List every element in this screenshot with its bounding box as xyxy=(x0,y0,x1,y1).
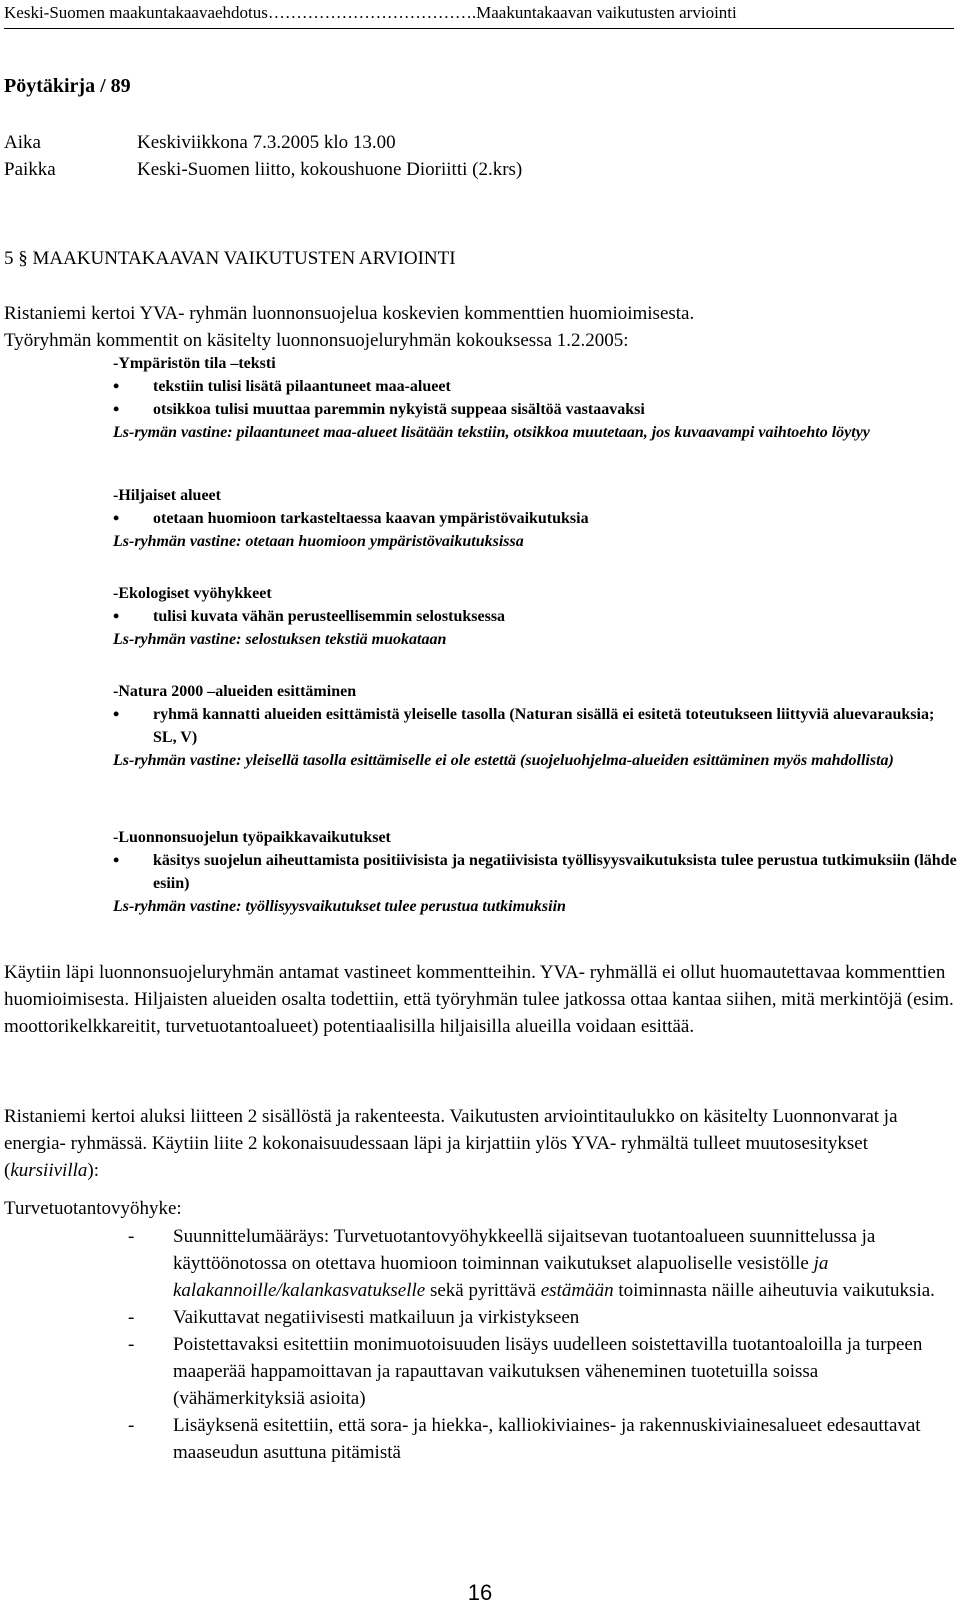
section-heading: 5 § MAAKUNTAKAAVAN VAIKUTUSTEN ARVIOINTI xyxy=(4,248,456,269)
topic-response: Ls-ryhmän vastine: työllisyysvaikutukset tulee perustua tutkimuksiin xyxy=(113,898,566,915)
topic-block xyxy=(113,484,958,553)
topic-block xyxy=(113,582,958,651)
list-item xyxy=(128,1412,954,1466)
topic-bullet: • tekstiin tulisi lisätä pilaantuneet maa-alueet xyxy=(113,375,958,398)
topic-block xyxy=(113,826,958,918)
intro-line: Työryhmän kommentit on käsitelty luonnonsuojeluryhmän kokouksessa 1.2.2005: xyxy=(4,330,629,351)
topic-response: Ls-ryhmän vastine: selostuksen tekstiä muokataan xyxy=(113,631,447,648)
meta-value: Keskiviikkona 7.3.2005 klo 13.00 xyxy=(137,132,396,153)
topic-bullet: • ryhmä kannatti alueiden esittämistä yleiselle tasolla (Naturan sisällä ei esitetä toteutukseen liittyviä aluevarauksia; SL, V) xyxy=(113,703,958,749)
peat-zone-heading: Turvetuotantovyöhyke: xyxy=(4,1198,182,1219)
header-rule xyxy=(4,28,954,29)
meta-row-time xyxy=(4,130,396,156)
page-number: 16 xyxy=(467,1580,493,1605)
dash-marker: - xyxy=(128,1334,135,1355)
peat-zone-list xyxy=(128,1223,954,1466)
meta-key: Paikka xyxy=(4,159,56,180)
appendix-italic: kursiivilla xyxy=(10,1160,88,1181)
topic-bullet: • otetaan huomioon tarkasteltaessa kaavan ympäristövaikutuksia xyxy=(113,507,958,530)
item-text: Poistettavaksi esitettiin monimuotoisuuden lisäys uudelleen soistettavilla tuotantoaloilla ja turpeen maaperää happamoittavan ja rapauttavan vaikutuksen väheneminen tuotetuilla soissa (vähämerkityksiä asioita) xyxy=(173,1334,923,1409)
topic-bullet: • käsitys suojelun aiheuttamista positiivisista ja negatiivisista työllisyysvaikutuksista tulee perustua tutkimuksiin (lähde esiin) xyxy=(113,849,958,895)
topic-bullet: • otsikkoa tulisi muuttaa paremmin nykyistä suppeaa sisältöä vastaavaksi xyxy=(113,398,958,421)
topic-block xyxy=(113,352,958,444)
topic-bullet: • tulisi kuvata vähän perusteellisemmin selostuksessa xyxy=(113,605,958,628)
topic-response: Ls-ryhmän vastine: otetaan huomioon ympäristövaikutuksissa xyxy=(113,533,524,550)
topic-block xyxy=(113,680,958,772)
list-item xyxy=(128,1223,954,1304)
topic-heading: -Natura 2000 –alueiden esittäminen xyxy=(113,683,357,700)
topic-heading: -Ympäristön tila –teksti xyxy=(113,355,276,372)
intro-paragraph xyxy=(4,300,954,354)
dash-marker: - xyxy=(128,1307,135,1328)
appendix-text: Ristaniemi kertoi aluksi liitteen 2 sisällöstä ja rakenteesta. Vaikutusten arviointitaulukko on käsitelty Luonnonvarat ja energia- ryhmässä. Käytiin liite 2 kokonaisuudessaan läpi ja kirjattiin ylös YVA- ryhmältä tulleet muutosesitykset ( xyxy=(4,1106,898,1181)
item-text: Vaikuttavat negatiivisesti matkailuun ja virkistykseen xyxy=(173,1307,580,1328)
topic-heading: -Luonnonsuojelun työpaikkavaikutukset xyxy=(113,829,391,846)
minutes-title: Pöytäkirja / 89 xyxy=(4,75,131,97)
intro-line: Ristaniemi kertoi YVA- ryhmän luonnonsuojelua koskevien kommenttien huomioimisesta. xyxy=(4,303,695,324)
meta-value: Keski-Suomen liitto, kokoushuone Dioriitti (2.krs) xyxy=(137,159,523,180)
dash-marker: - xyxy=(128,1415,135,1436)
running-header: Keski-Suomen maakuntakaavaehdotus……………………………….Maakuntakaavan vaikutusten arviointi xyxy=(4,3,737,22)
appendix-paragraph xyxy=(4,1103,954,1184)
appendix-text-end: ): xyxy=(87,1160,99,1181)
meta-row-place xyxy=(4,157,522,183)
topic-heading: -Ekologiset vyöhykkeet xyxy=(113,585,272,602)
item-text: Lisäyksenä esitettiin, että sora- ja hiekka-, kalliokiviaines- ja rakennuskiviainesalueet edesauttavat maaseudun asuttuna pitämistä xyxy=(173,1415,921,1463)
list-item xyxy=(128,1331,954,1412)
item-italic: ja kalakannoille/kalankasvatukselle xyxy=(173,1253,829,1301)
item-text: sekä pyrittävä xyxy=(425,1280,541,1301)
item-text: Suunnittelumääräys: Turvetuotantovyöhykkeellä sijaitsevan tuotantoalueen suunnittelussa ja käyttöönotossa on otettava huomioon toiminnan vaikutukset alapuoliselle vesistölle xyxy=(173,1226,876,1274)
topic-heading: -Hiljaiset alueet xyxy=(113,487,221,504)
dash-marker: - xyxy=(128,1226,135,1247)
meta-key: Aika xyxy=(4,132,41,153)
list-item xyxy=(128,1304,954,1331)
item-text: toiminnasta näille aiheutuvia vaikutuksia. xyxy=(613,1280,935,1301)
topic-response: Ls-rymän vastine: pilaantuneet maa-alueet lisätään tekstiin, otsikkoa muutetaan, jos kuvaavampi vaihtoehto löytyy xyxy=(113,424,870,441)
item-italic: estämään xyxy=(540,1280,614,1301)
topic-response: Ls-ryhmän vastine: yleisellä tasolla esittämiselle ei ole estettä (suojeluohjelma-alueiden esittäminen myös mahdollista) xyxy=(113,752,894,769)
summary-paragraph: Käytiin läpi luonnonsuojeluryhmän antamat vastineet kommentteihin. YVA- ryhmällä ei ollut huomautettavaa kommenttien huomioimisesta. Hiljaisten alueiden osalta todettiin, että työryhmän tulee jatkossa ottaa kantaa siihen, mitä merkintöjä (esim. moottorikelkkareitit, turvetuotantoalueet) potentiaalisilla hiljaisilla alueilla voidaan esittää. xyxy=(4,962,954,1037)
